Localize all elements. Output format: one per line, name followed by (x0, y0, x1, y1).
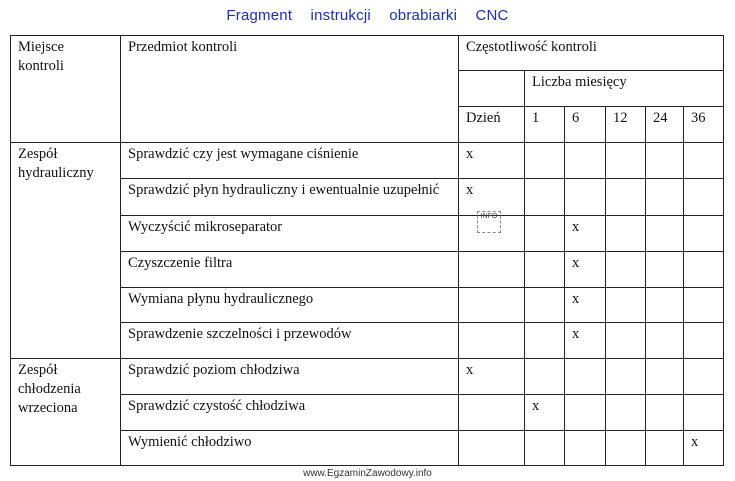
day-cell: x (459, 359, 525, 395)
day-cell (459, 323, 525, 359)
header-month-1: 1 (525, 107, 565, 143)
subject-cell: Sprawdzić czy jest wymagane ciśnienie (121, 143, 459, 179)
month-12-cell (606, 216, 646, 252)
month-36-cell (684, 395, 724, 431)
month-6-cell: x (565, 252, 606, 288)
month-24-cell (646, 143, 684, 179)
month-24-cell (646, 395, 684, 431)
info-stamp-icon: INFO (477, 211, 501, 233)
month-12-cell (606, 395, 646, 431)
month-36-cell (684, 179, 724, 216)
month-6-cell: x (565, 323, 606, 359)
month-1-cell (525, 288, 565, 323)
month-12-cell (606, 288, 646, 323)
subject-cell: Wymienić chłodziwo (121, 431, 459, 466)
header-month-24: 24 (646, 107, 684, 143)
month-1-cell (525, 359, 565, 395)
month-6-cell (565, 431, 606, 466)
month-6-cell (565, 179, 606, 216)
day-cell (459, 288, 525, 323)
month-6-cell (565, 395, 606, 431)
month-36-cell (684, 143, 724, 179)
subject-cell: Wyczyścić mikroseparator (121, 216, 459, 252)
month-12-cell (606, 323, 646, 359)
month-1-cell (525, 216, 565, 252)
subject-cell: Czyszczenie filtra (121, 252, 459, 288)
header-place: Miejsce kontroli (11, 36, 121, 143)
day-cell (459, 252, 525, 288)
month-36-cell (684, 359, 724, 395)
month-24-cell (646, 431, 684, 466)
day-cell (459, 395, 525, 431)
day-cell (459, 431, 525, 466)
day-cell: x (459, 143, 525, 179)
month-6-cell: x (565, 216, 606, 252)
place-cell: Zespół hydrauliczny (11, 143, 121, 359)
month-36-cell (684, 216, 724, 252)
header-subject: Przedmiot kontroli (121, 36, 459, 143)
month-24-cell (646, 288, 684, 323)
month-1-cell (525, 179, 565, 216)
month-1-cell (525, 252, 565, 288)
month-36-cell (684, 252, 724, 288)
month-36-cell (684, 323, 724, 359)
month-6-cell (565, 143, 606, 179)
header-frequency: Częstotliwość kontroli (459, 36, 724, 71)
month-24-cell (646, 179, 684, 216)
footer-watermark: www.EgzaminZawodowy.info (303, 468, 432, 479)
month-24-cell (646, 359, 684, 395)
header-months: Liczba miesięcy (525, 71, 724, 107)
control-table (10, 35, 724, 466)
month-36-cell (684, 288, 724, 323)
month-24-cell (646, 252, 684, 288)
subject-cell: Wymiana płynu hydraulicznego (121, 288, 459, 323)
month-1-cell (525, 143, 565, 179)
header-month-12: 12 (606, 107, 646, 143)
header-day: Dzień (459, 107, 525, 143)
month-12-cell (606, 179, 646, 216)
month-12-cell (606, 252, 646, 288)
header-month-36: 36 (684, 107, 724, 143)
table-row (11, 359, 724, 395)
header-month-6: 6 (565, 107, 606, 143)
month-1-cell (525, 323, 565, 359)
header-blank (459, 71, 525, 107)
subject-cell: Sprawdzić poziom chłodziwa (121, 359, 459, 395)
month-1-cell: x (525, 395, 565, 431)
subject-cell: Sprawdzenie szczelności i przewodów (121, 323, 459, 359)
table-row (11, 143, 724, 179)
place-cell: Zespół chłodzenia wrzeciona (11, 359, 121, 466)
page-title: Fragment instrukcji obrabiarki CNC (226, 7, 509, 24)
month-36-cell: x (684, 431, 724, 466)
subject-cell: Sprawdzić czystość chłodziwa (121, 395, 459, 431)
month-6-cell: x (565, 288, 606, 323)
month-1-cell (525, 431, 565, 466)
day-cell: x (459, 179, 525, 216)
month-12-cell (606, 431, 646, 466)
subject-cell: Sprawdzić płyn hydrauliczny i ewentualnie uzupełnić (121, 179, 459, 216)
month-12-cell (606, 359, 646, 395)
month-24-cell (646, 323, 684, 359)
month-24-cell (646, 216, 684, 252)
month-6-cell (565, 359, 606, 395)
month-12-cell (606, 143, 646, 179)
